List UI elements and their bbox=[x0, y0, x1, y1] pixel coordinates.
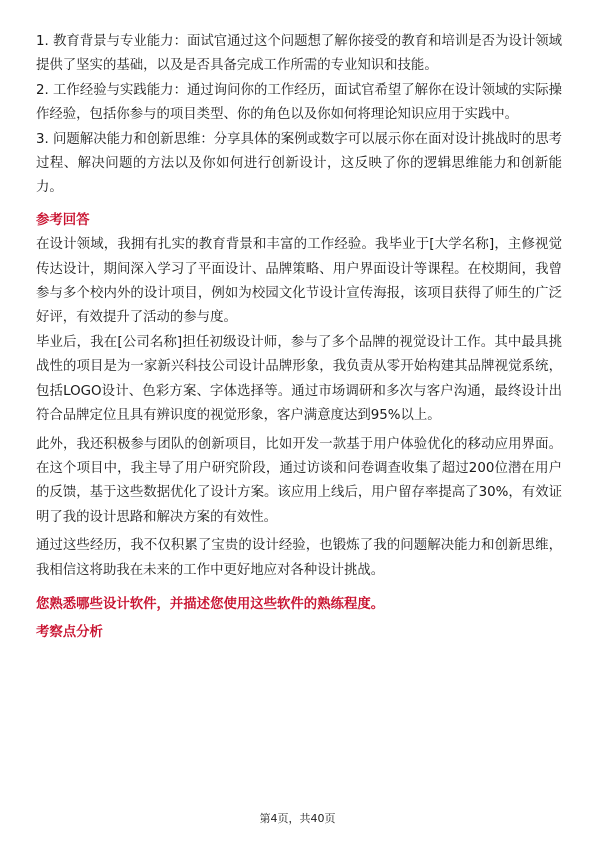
answer-heading: 参考回答 bbox=[36, 212, 90, 228]
page-content bbox=[36, 30, 562, 646]
point-2: 2. 工作经验与实践能力：通过询问你的工作经历，面试官希望了解你在设计领域的实际操作经验，包括你参与的项目类型、你的角色以及你如何将理论知识应用于实践中。 bbox=[36, 82, 562, 123]
answer-paragraph-1: 在设计领域，我拥有扎实的教育背景和丰富的工作经验。我毕业于[大学名称]，主修视觉传达设计，期间深入学习了平面设计、品牌策略、用户界面设计等课程。在校期间，我曾参与多个校内外的设计项目，例如为校园文化节设计宣传海报，该项目获得了师生的广泛好评，有效提升了活动的参与度。 bbox=[36, 237, 562, 326]
page-footer: 第4页，共40页 bbox=[259, 812, 336, 825]
answer-paragraph-3: 此外，我还积极参与团队的创新项目，比如开发一款基于用户体验优化的移动应用界面。在这个项目中，我主导了用户研究阶段，通过访谈和问卷调查收集了超过200位潜在用户的反馈，基于这些数据优化了设计方案。该应用上线后，用户留存率提高了30%，有效证明了我的设计思路和解决方案的有效性。 bbox=[36, 436, 562, 525]
point-1: 1. 教育背景与专业能力：面试官通过这个问题想了解你接受的教育和培训是否为设计领域提供了坚实的基础，以及是否具备完成工作所需的专业知识和技能。 bbox=[36, 34, 562, 74]
next-question: 您熟悉哪些设计软件，并描述您使用这些软件的熟练程度。 bbox=[36, 596, 385, 612]
answer-paragraph-2: 毕业后，我在[公司名称]担任初级设计师，参与了多个品牌的视觉设计工作。其中最具挑战性的项目是为一家新兴科技公司设计品牌形象，我负责从零开始构建其品牌视觉系统，包括LOGO设计、色彩方案、字体选择等。通过市场调研和多次与客户沟通，最终设计出符合品牌定位且具有辨识度的视觉形象，客户满意度达到95%以上。 bbox=[36, 334, 562, 424]
answer-paragraph-4: 通过这些经历，我不仅积累了宝贵的设计经验，也锻炼了我的问题解决能力和创新思维，我相信这将助我在未来的工作中更好地应对各种设计挑战。 bbox=[36, 538, 562, 578]
analysis-heading: 考察点分析 bbox=[36, 625, 103, 641]
point-3: 3. 问题解决能力和创新思维：分享具体的案例或数字可以展示你在面对设计挑战时的思考过程、解决问题的方法以及你如何进行创新设计，这反映了你的逻辑思维能力和创新能力。 bbox=[36, 131, 562, 196]
